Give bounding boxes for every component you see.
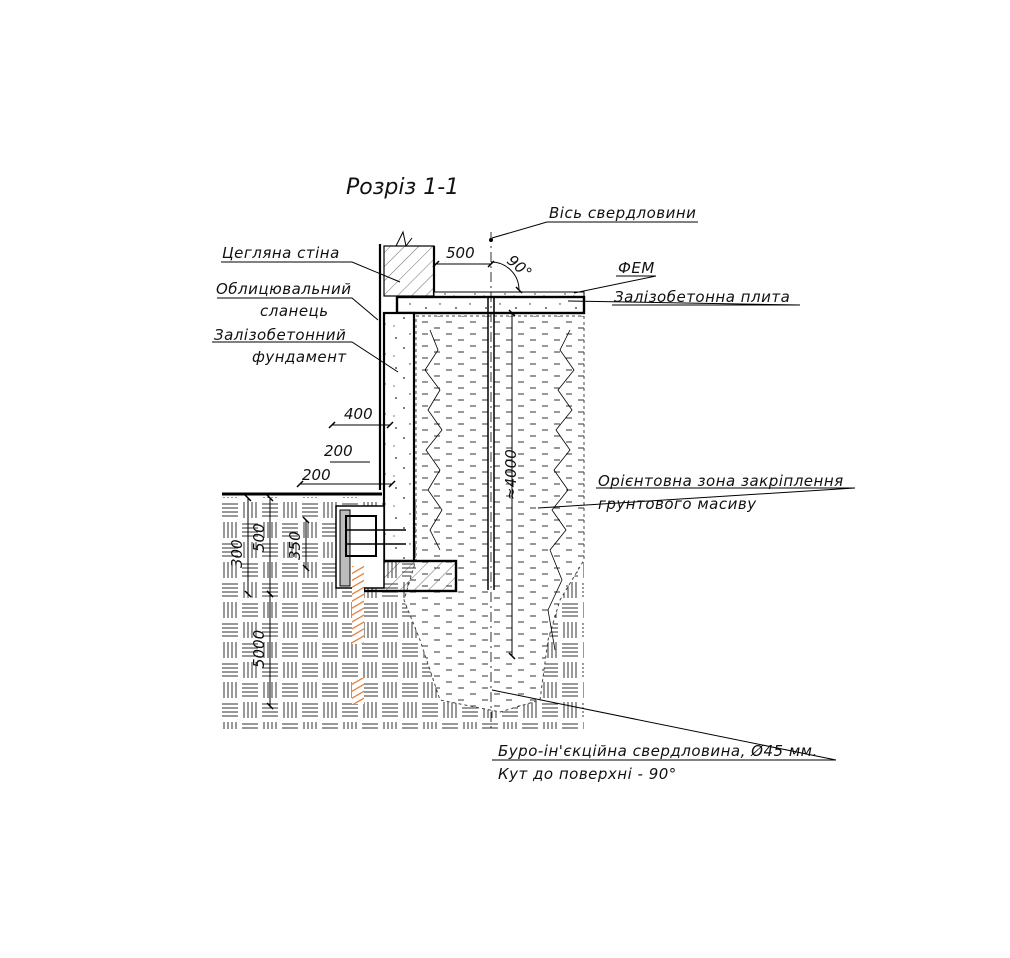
leader-axis (492, 222, 547, 238)
label-borehole-1: Буро-ін'єкційна свердловина, Ø45 мм. (498, 742, 818, 760)
label-zone-2: грунтового масиву (598, 495, 757, 513)
label-foundation-1: Залізобетонний (214, 326, 347, 344)
dim-500-top: 500 (446, 244, 475, 262)
section-title: Розріз 1-1 (346, 175, 460, 200)
label-brick-wall: Цегляна стіна (222, 244, 340, 262)
label-fem: ФЕМ (618, 259, 655, 277)
injection-zone-lower (352, 678, 364, 704)
dim-angle: 90° (503, 251, 536, 283)
dim-300: 300 (228, 539, 246, 568)
dim-350: 350 (286, 531, 304, 560)
label-cladding-2: сланець (260, 302, 329, 320)
dim-5000: 5000 (250, 629, 268, 668)
injection-zone-upper (352, 566, 364, 644)
label-foundation-2: фундамент (252, 348, 347, 366)
label-cladding-1: Облицювальний (216, 280, 352, 298)
reinforced-concrete-slab (397, 297, 584, 313)
dim-4000: ≈4000 (502, 449, 520, 500)
brick-wall (384, 246, 434, 296)
axis-point (489, 238, 493, 242)
label-zone-1: Орієнтовна зона закріплення (598, 472, 844, 490)
label-borehole-axis: Вісь свердловини (549, 204, 697, 222)
label-slab: Залізобетонна плита (614, 288, 791, 306)
foundation-wall (384, 313, 414, 561)
wall-break-mark (396, 232, 412, 246)
dim-400: 400 (344, 405, 373, 423)
label-borehole-2: Кут до поверхні - 90° (498, 765, 677, 783)
dim-200-a: 200 (324, 442, 353, 460)
dim-200-b: 200 (302, 466, 331, 484)
leader-brick-wall (221, 262, 400, 282)
dim-500-left: 500 (250, 523, 268, 552)
